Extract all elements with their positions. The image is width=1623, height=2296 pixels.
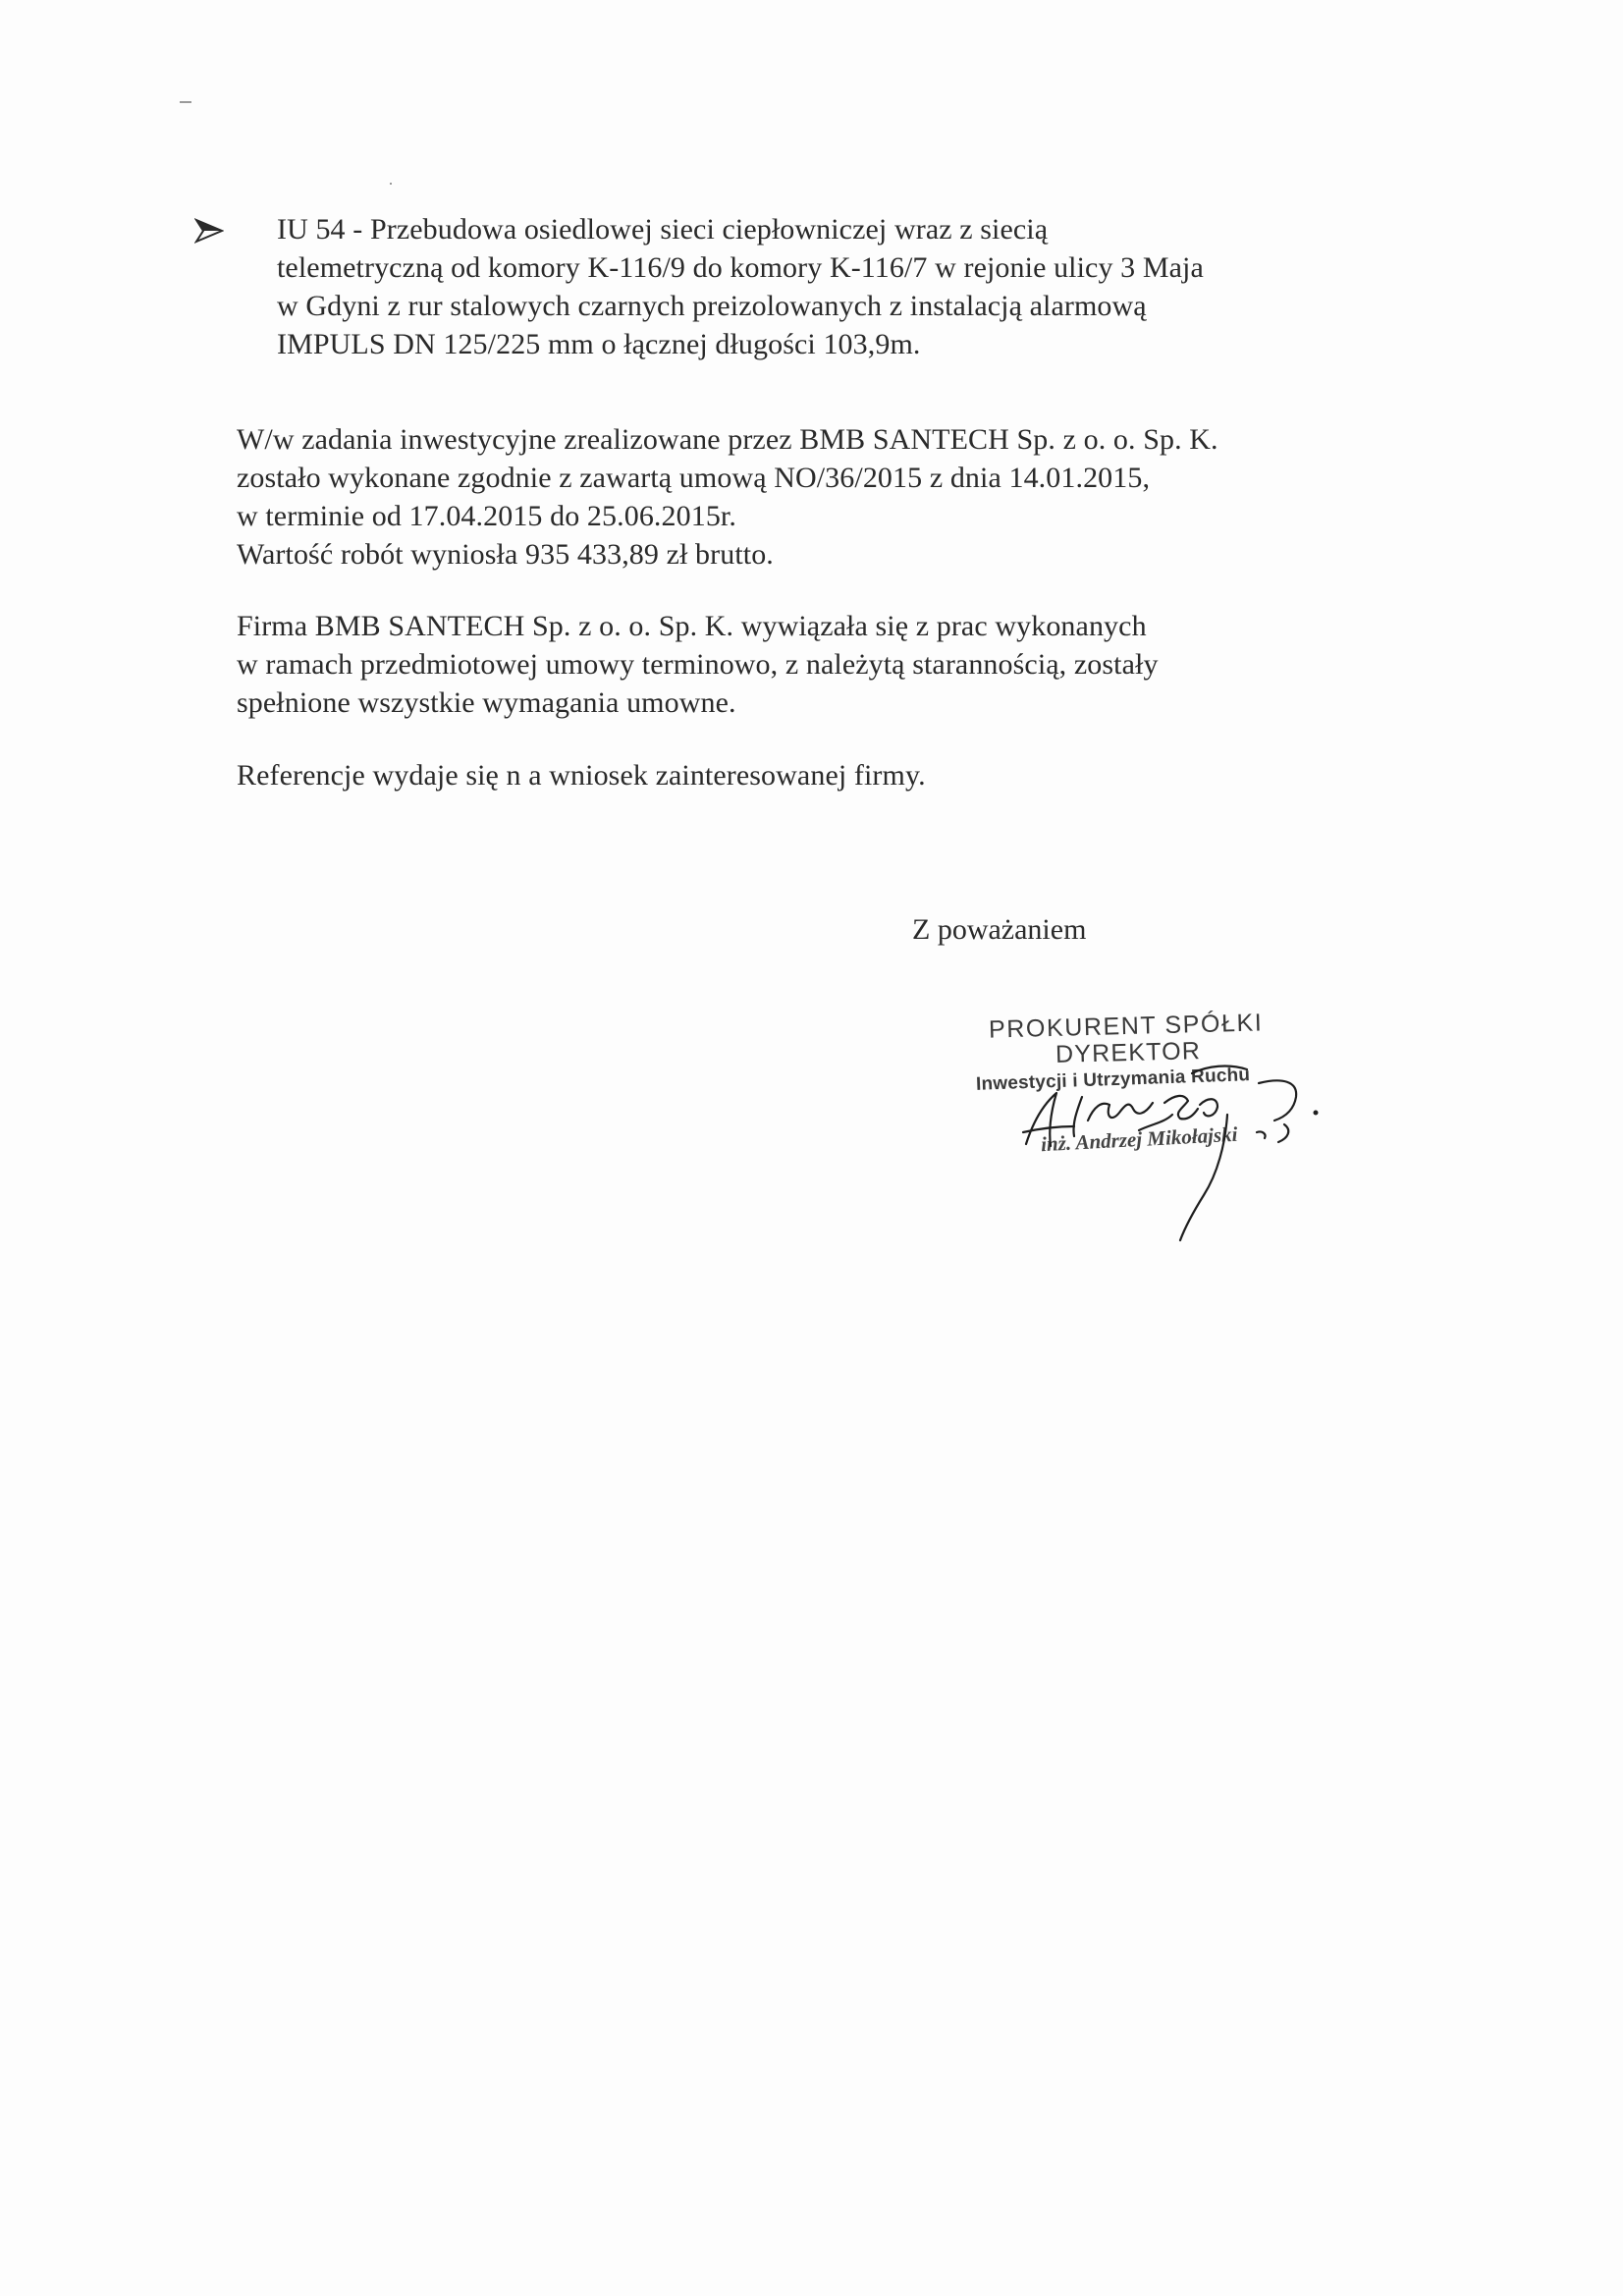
stamp-name-line: inż. Andrzej Mikołajski [1040,1121,1238,1157]
paragraph-assessment [237,607,1395,722]
bullet-line: w Gdyni z rur stalowych czarnych preizolowanych z instalacją alarmową [277,290,1147,322]
paragraph-line: Referencje wydaje się n a wniosek zainteresowanej firmy. [237,759,926,792]
bullet-item-text [277,210,1357,363]
bullet-line: telemetryczną od komory K-116/9 do komory K-116/7 w rejonie ulicy 3 Maja [277,251,1204,284]
scan-mark-dot [390,183,392,185]
paragraph-line: Wartość robót wyniosła 935 433,89 zł brutto. [237,538,774,571]
paragraph-line: w ramach przedmiotowej umowy terminowo, z należytą starannością, zostały [237,648,1159,681]
paragraph-reference-note [237,756,1395,794]
bullet-line: IMPULS DN 125/225 mm o łącznej długości 103,9m. [277,328,921,360]
stamp-position-line: DYREKTOR [1055,1037,1202,1068]
paragraph-line: w terminie od 17.04.2015 do 25.06.2015r. [237,500,736,532]
closing-salutation: Z poważaniem [912,913,1087,946]
stamp-department-line: Inwestycji i Utrzymania Ruchu [975,1065,1251,1095]
paragraph-line: zostało wykonane zgodnie z zawartą umową NO/36/2015 z dnia 14.01.2015, [237,462,1151,494]
paragraph-investment-summary [237,420,1395,574]
signature-stamp [972,1007,1325,1272]
scan-mark-top [180,101,191,103]
stamp-title-line: PROKURENT SPÓŁKI [988,1009,1264,1044]
paragraph-line: spełnione wszystkie wymagania umowne. [237,686,736,719]
arrowhead-bullet-icon [194,216,224,246]
paragraph-line: Firma BMB SANTECH Sp. z o. o. Sp. K. wywiązała się z prac wykonanych [237,610,1147,642]
paragraph-line: W/w zadania inwestycyjne zrealizowane przez BMB SANTECH Sp. z o. o. Sp. K. [237,423,1218,456]
bullet-line: IU 54 - Przebudowa osiedlowej sieci ciepłowniczej wraz z siecią [277,213,1049,246]
